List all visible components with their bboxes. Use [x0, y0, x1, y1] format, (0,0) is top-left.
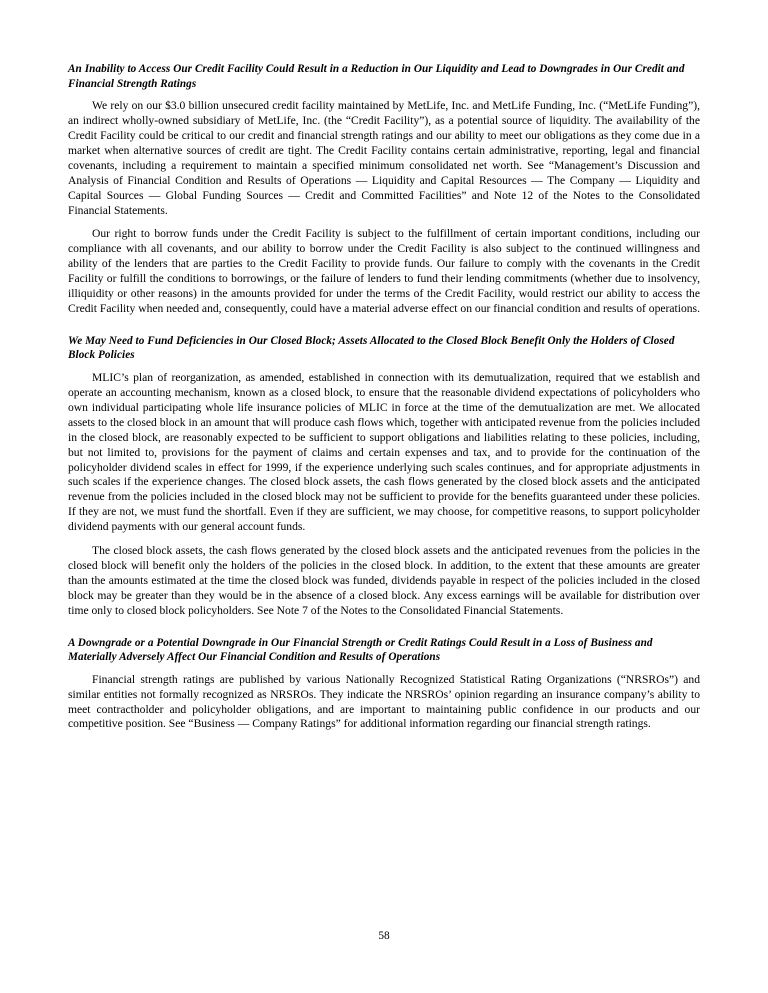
page-number: 58: [378, 930, 390, 942]
paragraph: Our right to borrow funds under the Credit Facility is subject to the fulfillment of certain important conditions, including our compliance with all covenants, and our ability to borrow under the Credit Facility is also subject to the continued willingness and ability of the lenders that are parties to the Credit Facility to provide funds. Our failure to comply with the covenants in the Credit Facility or fulfill the conditions to borrowings, or the failure of lenders to fund their lending commitments (whether due to insolvency, illiquidity or other reasons) in the amounts provided for under the terms of the Credit Facility, would restrict our ability to access the Credit Facility when needed and, consequently, could have a material adverse effect on our financial condition and results of operations.: [68, 227, 700, 315]
paragraph: The closed block assets, the cash flows generated by the closed block assets and the anticipated revenues from the policies in the closed block will benefit only the holders of the policies in the closed block. In addition, to the extent that these amounts are greater than the amounts estimated at the time the closed block was funded, dividends payable in respect of the policies included in the closed block may be greater than they would be in the absence of a closed block. Any excess earnings will be available for distribution over time only to closed block policyholders. See Note 7 of the Notes to the Consolidated Financial Statements.: [68, 544, 700, 617]
section-heading-closed-block: We May Need to Fund Deficiencies in Our Closed Block; Assets Allocated to the Closed Block Benefit Only the Holders of Closed Block Policies: [68, 334, 675, 362]
paragraph: We rely on our $3.0 billion unsecured credit facility maintained by MetLife, Inc. and MetLife Funding, Inc. (“MetLife Funding”), an indirect wholly-owned subsidiary of MetLife, Inc. (the “Credit Facility”), as a potential source of liquidity. The availability of the Credit Facility could be critical to our credit and financial strength ratings and our ability to meet our obligations as they come due in a market when alternative sources of credit are tight. The Credit Facility contains certain administrative, reporting, legal and financial covenants, including a requirement to maintain a specified minimum consolidated net worth. See “Management’s Discussion and Analysis of Financial Condition and Results of Operations — Liquidity and Capital Resources — The Company — Liquidity and Capital Sources — Global Funding Sources — Credit and Committed Facilities” and Note 12 of the Notes to the Consolidated Financial Statements.: [68, 99, 700, 217]
paragraph: MLIC’s plan of reorganization, as amended, established in connection with its demutualization, required that we establish and operate an accounting mechanism, known as a closed block, to ensure that the reasonable dividend expectations of policyholders who own individual participating whole life insurance policies of MLIC in force at the time of the demutualization are met. We allocated assets to the closed block in an amount that will produce cash flows which, together with anticipated revenue from the policies included in the closed block, are reasonably expected to be sufficient to support obligations and liabilities relating to these policies, including, but not limited to, provisions for the payment of claims and certain expenses and tax, and to provide for the continuation of the policyholder dividend scales in effect for 1999, if the experience underlying such scales continues, and for appropriate adjustments in such scales if the experience changes. The closed block assets, the cash flows generated by the closed block assets and the anticipated revenue from the policies included in the closed block may not be sufficient to provide for the benefits guaranteed under these policies. If they are not, we must fund the shortfall. Even if they are sufficient, we may choose, for competitive reasons, to support policyholder dividend payments with our general account funds.: [68, 371, 700, 534]
document-body: [68, 62, 700, 732]
paragraph: Financial strength ratings are published by various Nationally Recognized Statistical Rating Organizations (“NRSROs”) and similar entities not formally recognized as NRSROs. They indicate the NRSROs’ opinion regarding an insurance company’s ability to meet contractholder and policyholder obligations, and are important to maintaining public confidence in our products and our competitive position. See “Business — Company Ratings” for additional information regarding our financial strength ratings.: [68, 672, 700, 731]
section-heading-credit-facility: An Inability to Access Our Credit Facility Could Result in a Reduction in Our Liquidity and Lead to Downgrades in Our Credit and Financial Strength Ratings: [68, 63, 685, 90]
section-heading-ratings-downgrade: A Downgrade or a Potential Downgrade in Our Financial Strength or Credit Ratings Could Result in a Loss of Business and Materially Adversely Affect Our Financial Condition and Results of Operations: [68, 636, 653, 664]
